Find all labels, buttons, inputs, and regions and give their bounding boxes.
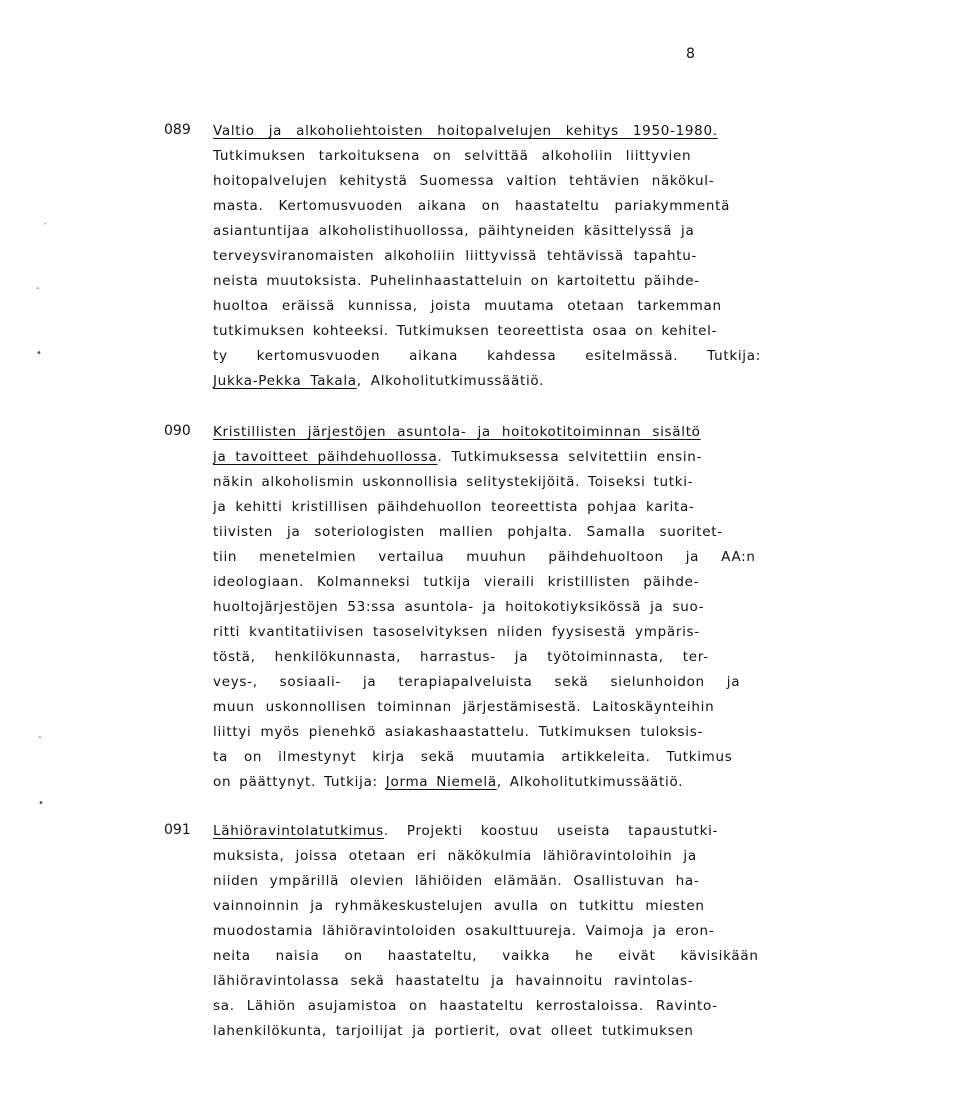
text-line: veys-, sosiaali- ja terapiapalveluista sekä sielunhoidon ja xyxy=(213,674,741,690)
entry-number: 089 xyxy=(164,122,191,138)
text-line: Tutkimuksen tarkoituksena on selvittää alkoholiin liittyvien xyxy=(213,148,692,164)
entry-number: 091 xyxy=(164,822,191,838)
text-line: neita naisia on haastateltu, vaikka he eivät kävisikään xyxy=(213,948,759,964)
text-line: näkin alkoholismin uskonnollisia selitystekijöitä. Toiseksi tutki- xyxy=(213,474,694,490)
text-line: tiivisten ja soteriologisten mallien pohjalta. Samalla suoritet- xyxy=(213,524,723,540)
text-line: on päättynyt. Tutkija: Jorma Niemelä, Alkoholitutkimussäätiö. xyxy=(213,774,684,790)
text-line: liittyi myös pienehkö asiakashaastattelu. Tutkimuksen tuloksis- xyxy=(213,724,704,740)
scan-speck: ′ xyxy=(44,222,47,233)
text-line: niiden ympärillä olevien lähiöiden elämään. Osallistuvan ha- xyxy=(213,873,700,889)
text-line: asiantuntijaa alkoholistihuollossa, päihtyneiden käsittelyssä ja xyxy=(213,223,695,239)
text-line: töstä, henkilökunnasta, harrastus- ja työtoiminnasta, ter- xyxy=(213,649,709,665)
text-line: tiin menetelmien vertailua muuhun päihdehuoltoon ja AA:n xyxy=(213,549,756,565)
text-line: vainnoinnin ja ryhmäkeskustelujen avulla on tutkittu miesten xyxy=(213,898,705,914)
scan-speck: • xyxy=(36,348,42,359)
entry-title: Valtio ja alkoholiehtoisten hoitopalvelujen kehitys 1950-1980. xyxy=(213,123,718,139)
text-line: ideologiaan. Kolmanneksi tutkija vieraili kristillisten päihde- xyxy=(213,574,700,590)
text-line: ja kehitti kristillisen päihdehuollon teoreettista pohjaa karita- xyxy=(213,499,695,515)
text-line: Jukka-Pekka Takala, Alkoholitutkimussäätiö. xyxy=(213,373,545,389)
text-line: masta. Kertomusvuoden aikana on haastateltu pariakymmentä xyxy=(213,198,731,214)
text-line: ta on ilmestynyt kirja sekä muutamia artikkeleita. Tutkimus xyxy=(213,749,733,765)
text-line: lahenkilökunta, tarjoilijat ja portierit, ovat olleet tutkimuksen xyxy=(213,1023,694,1039)
scan-speck: - xyxy=(36,283,40,294)
entry-title: Lähiöravintolatutkimus. Projekti koostuu useista tapaustutki- xyxy=(213,823,719,839)
text-line: hoitopalvelujen kehitystä Suomessa valtion tehtävien näkökul- xyxy=(213,173,715,189)
page-number: 8 xyxy=(686,46,695,62)
text-line: muodostamia lähiöravintoloiden osakulttuureja. Vaimoja ja eron- xyxy=(213,923,715,939)
text-line: muun uskonnollisen toiminnan järjestämisestä. Laitoskäynteihin xyxy=(213,699,715,715)
entry-title: Kristillisten järjestöjen asuntola- ja hoitokotitoiminnan sisältö xyxy=(213,424,701,440)
text-line: neista muutoksista. Puhelinhaastatteluin on kartoitettu päihde- xyxy=(213,273,700,289)
text-line: huoltojärjestöjen 53:ssa asuntola- ja hoitokotiyksikössä ja suo- xyxy=(213,599,705,615)
text-line: ritti kvantitatiivisen tasoselvityksen niiden fyysisestä ympäris- xyxy=(213,624,700,640)
scan-speck: • xyxy=(38,798,44,809)
researcher-name: Jukka-Pekka Takala xyxy=(213,373,357,389)
text-line: muksista, joissa otetaan eri näkökulmia lähiöravintoloihin ja xyxy=(213,848,697,864)
researcher-name: Jorma Niemelä xyxy=(385,774,497,790)
entry-number: 090 xyxy=(164,423,191,439)
scan-speck: - xyxy=(38,732,42,743)
text-line: ja tavoitteet päihdehuollossa. Tutkimuksessa selvitettiin ensin- xyxy=(213,449,703,465)
text-line: ty kertomusvuoden aikana kahdessa esitelmässä. Tutkija: xyxy=(213,348,761,364)
text-line: sa. Lähiön asujamistoa on haastateltu kerrostaloissa. Ravinto- xyxy=(213,998,718,1014)
text-line: tutkimuksen kohteeksi. Tutkimuksen teoreettista osaa on kehitel- xyxy=(213,323,718,339)
text-line: huoltoa eräissä kunnissa, joista muutama otetaan tarkemman xyxy=(213,298,722,314)
text-line: lähiöravintolassa sekä haastateltu ja havainnoitu ravintolas- xyxy=(213,973,694,989)
text-line: terveysviranomaisten alkoholiin liittyvissä tehtävissä tapahtu- xyxy=(213,248,698,264)
